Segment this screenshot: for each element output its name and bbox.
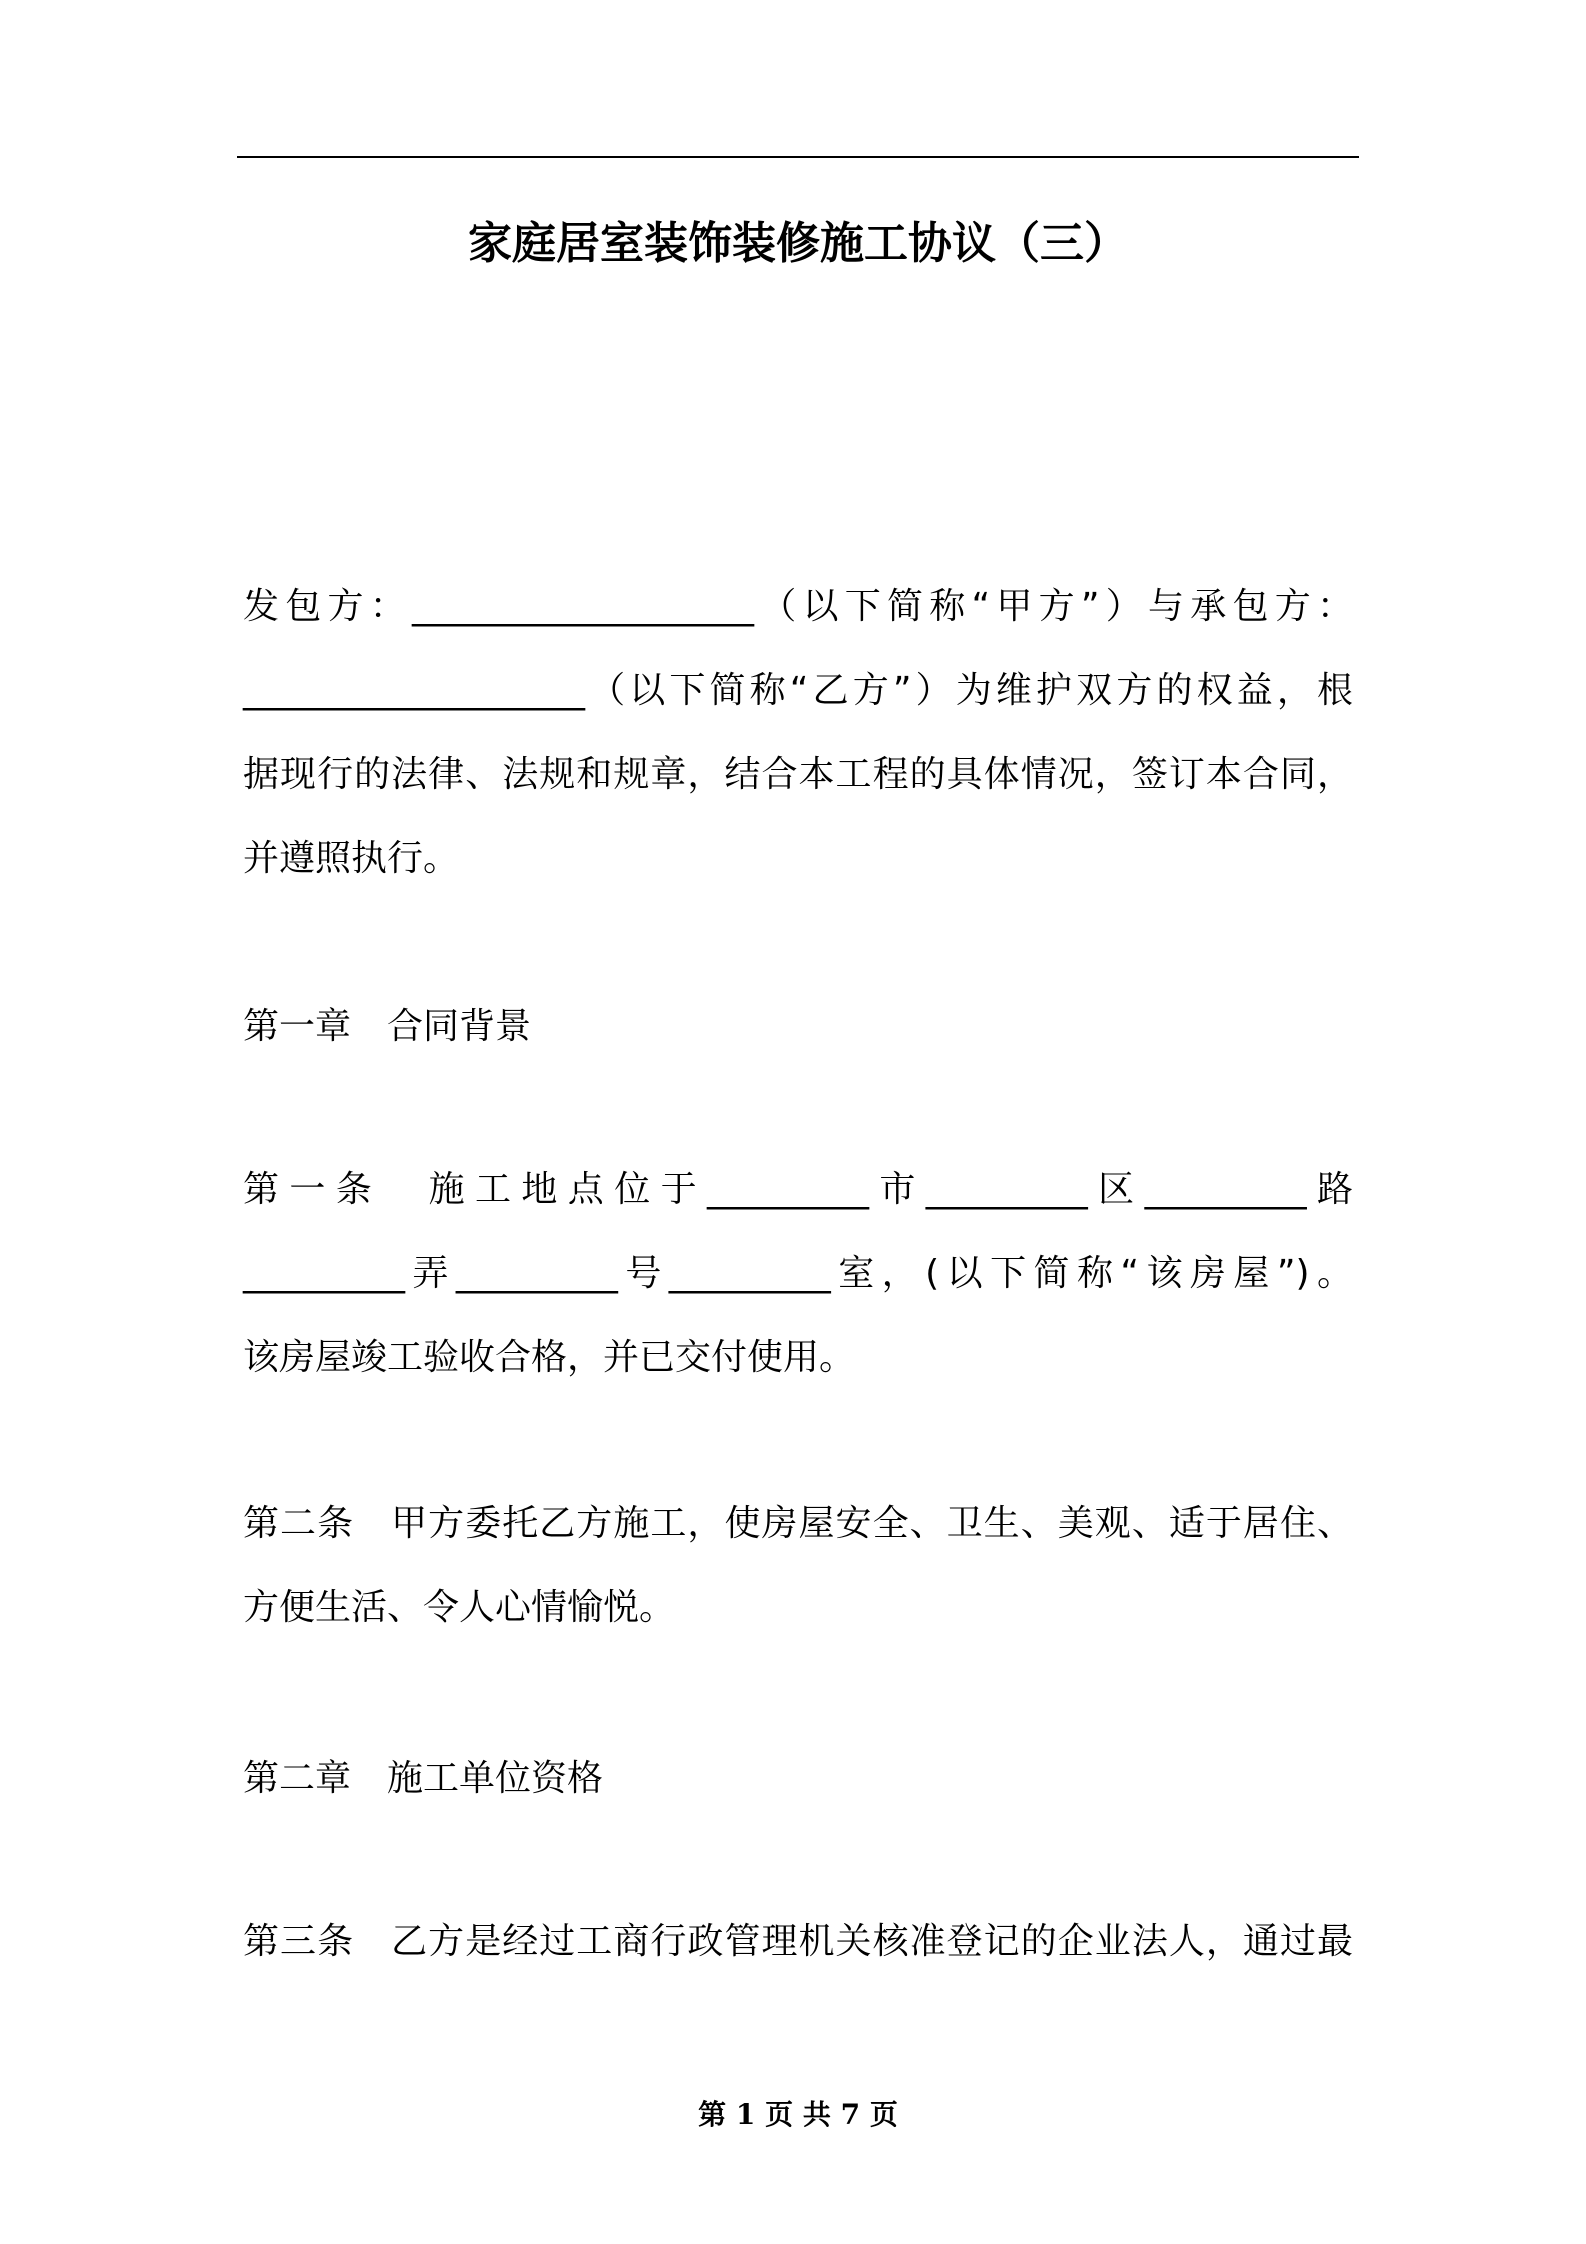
header-rule	[237, 156, 1359, 158]
article-2-paragraph	[243, 1482, 1353, 1650]
article-1-line: _________弄_________号_________室，(以下简称“该房屋”)。	[243, 1253, 1353, 1294]
preamble-line: 并遵照执行。	[243, 838, 460, 879]
article-2-line: 第二条 甲方委托乙方施工，使房屋安全、卫生、美观、适于居住、	[243, 1503, 1353, 1544]
preamble-paragraph	[243, 565, 1353, 901]
preamble-line: 据现行的法律、法规和规章，结合本工程的具体情况，签订本合同，	[243, 754, 1353, 795]
article-1-line: 该房屋竣工验收合格，并已交付使用。	[243, 1337, 856, 1378]
preamble-line: ___________________（以下简称“乙方”）为维护双方的权益，根	[243, 670, 1353, 711]
article-2-line: 方便生活、令人心情愉悦。	[243, 1587, 676, 1628]
chapter-1-heading: 第一章 合同背景	[243, 1006, 532, 1047]
document-title: 家庭居室装饰装修施工协议（三）	[468, 218, 1128, 269]
page-number-footer: 第 1 页 共 7 页	[698, 2098, 898, 2131]
article-3-paragraph	[243, 1900, 1353, 1984]
article-1-line: 第一条 施工地点位于_________市_________区_________路	[243, 1169, 1353, 1210]
article-3-line: 第三条 乙方是经过工商行政管理机关核准登记的企业法人，通过最	[243, 1921, 1353, 1962]
preamble-line: 发包方：___________________（以下简称“甲方”）与承包方：	[243, 586, 1353, 627]
chapter-2-heading: 第二章 施工单位资格	[243, 1758, 604, 1799]
article-1-paragraph	[243, 1148, 1353, 1400]
